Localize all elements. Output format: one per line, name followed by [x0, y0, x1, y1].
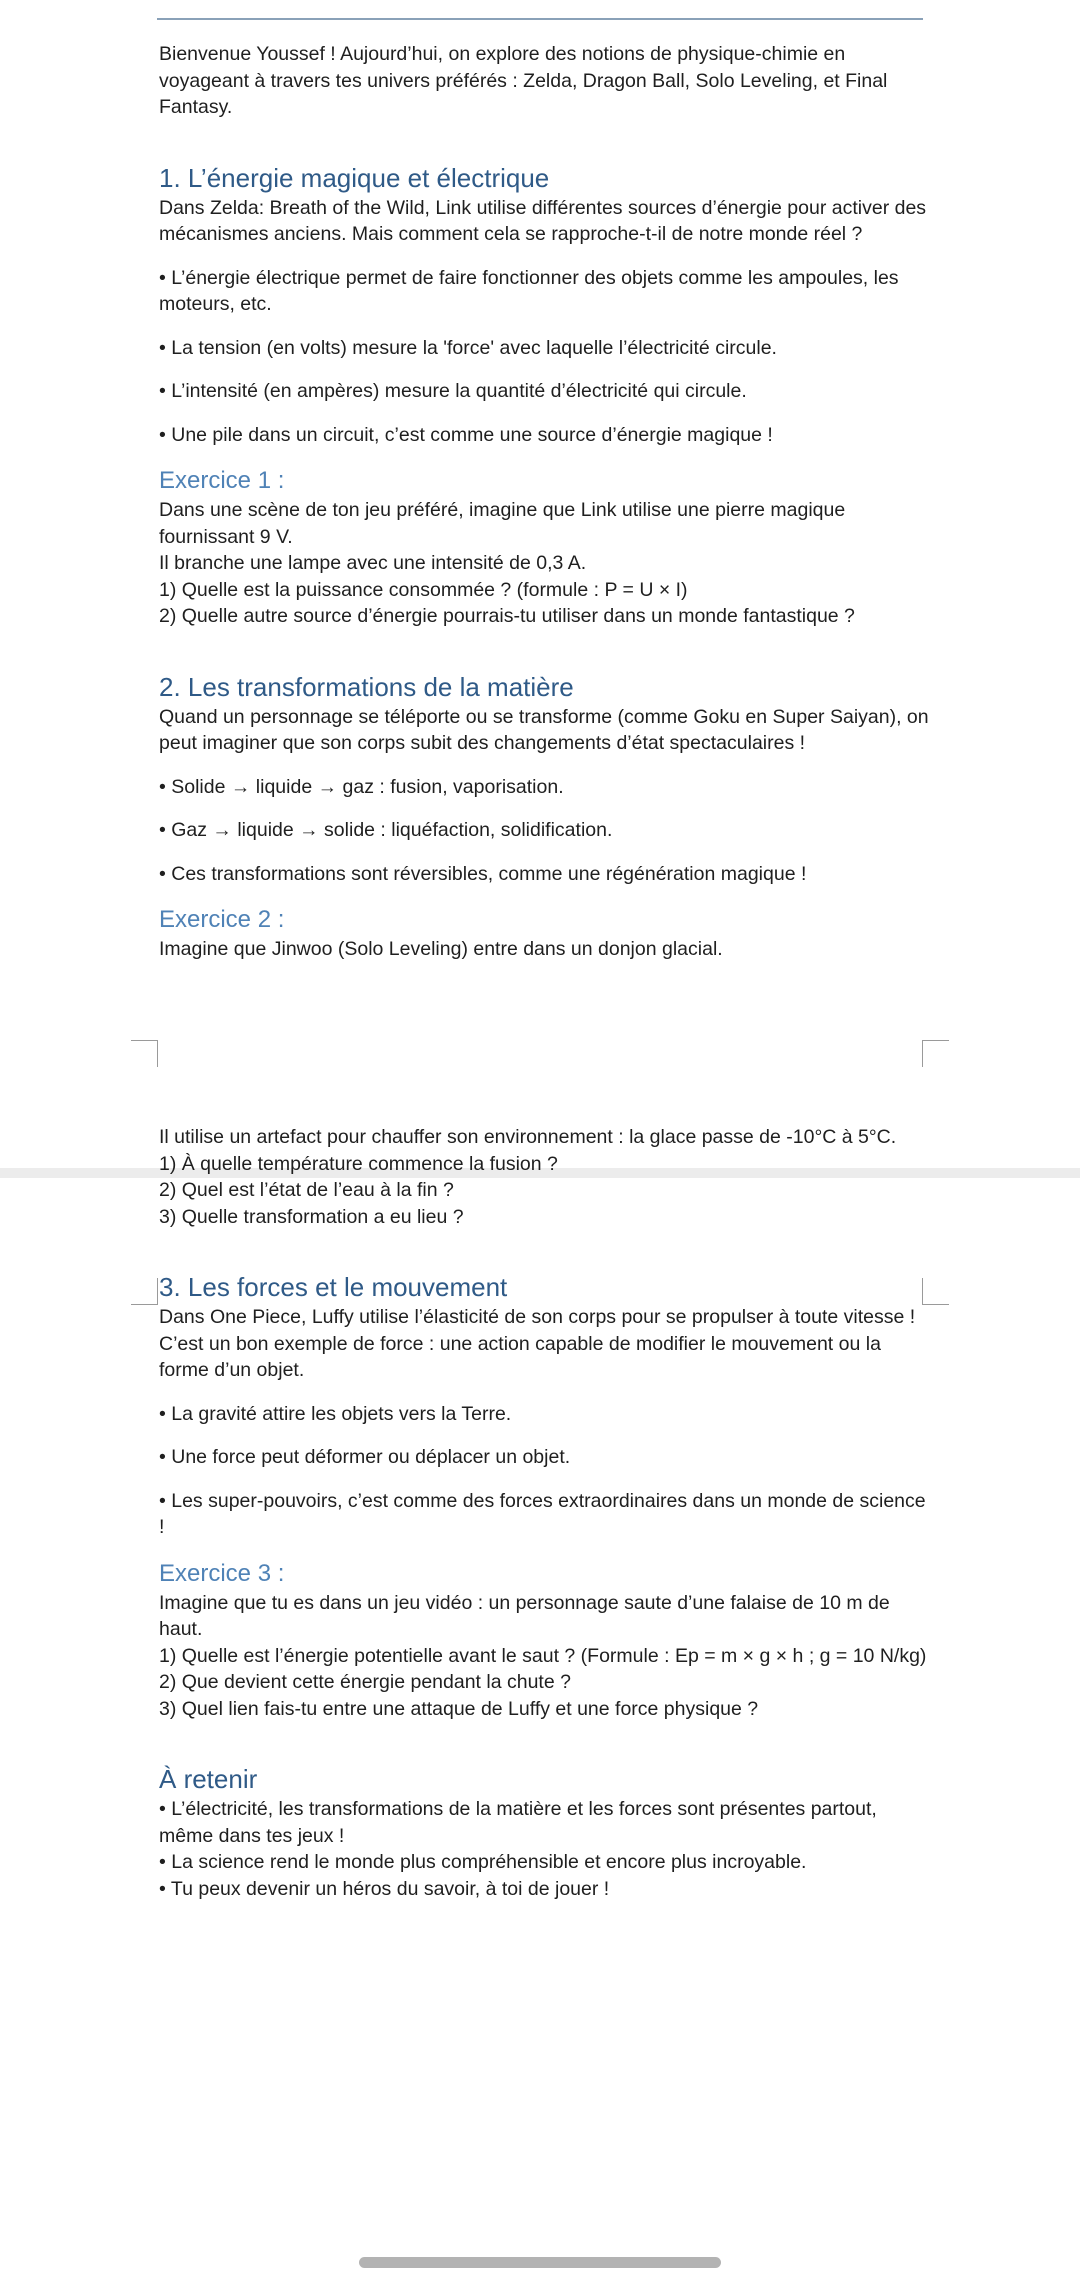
- section-3-body: C’est un bon exemple de force : une action capable de modifier le mouvement ou la forme d’un objet.: [159, 1332, 881, 1381]
- home-indicator[interactable]: [359, 2257, 721, 2268]
- header-rule: [157, 18, 923, 20]
- exercise-line: 1) Quelle est l’énergie potentielle avant le saut ? (Formule : Ep = m × g × h ; g = 10 N/kg): [159, 1644, 927, 1667]
- section-transformations: [159, 670, 929, 963]
- exercise-line: 3) Quelle transformation a eu lieu ?: [159, 1205, 464, 1228]
- bullet-item: • La gravité attire les objets vers la Terre.: [159, 1402, 512, 1425]
- summary-line: • Tu peux devenir un héros du savoir, à toi de jouer !: [159, 1877, 610, 1900]
- exercise-line: Il utilise un artefact pour chauffer son environnement : la glace passe de -10°C à 5°C.: [159, 1126, 897, 1148]
- intro-paragraph: Bienvenue Youssef ! Aujourd’hui, on explore des notions de physique-chimie en voyageant à travers tes univers préférés : Zelda, Dragon Ball, Solo Leveling, et Final Fantasy.: [159, 43, 888, 118]
- section-2-body: Quand un personnage se téléporte ou se transforme (comme Goku en Super Saiyan), on peut imaginer que son corps subit des changements d’état spectaculaires !: [159, 705, 929, 754]
- bullet-item: • Les super-pouvoirs, c’est comme des forces extraordinaires dans un monde de science !: [159, 1489, 926, 1538]
- exercise-line: 1) À quelle température commence la fusion ?: [159, 1152, 558, 1175]
- bullet-item: • Solide → liquide → gaz : fusion, vaporisation.: [159, 775, 564, 798]
- summary-line: • L’électricité, les transformations de la matière et les forces sont présentes partout, même dans tes jeux !: [159, 1798, 877, 1847]
- section-summary: [159, 1762, 929, 1902]
- bullet-item: • L’intensité (en ampères) mesure la quantité d’électricité qui circule.: [159, 380, 747, 402]
- bullet-item: • Une force peut déformer ou déplacer un objet.: [159, 1446, 571, 1468]
- exercise-3-heading: Exercice 3 :: [159, 1559, 285, 1587]
- exercise-line: Il branche une lampe avec une intensité de 0,3 A.: [159, 552, 587, 574]
- section-forces: [159, 1270, 929, 1722]
- exercise-line: 1) Quelle est la puissance consommée ? (formule : P = U × I): [159, 578, 688, 601]
- summary-line: • La science rend le monde plus compréhensible et encore plus incroyable.: [159, 1851, 807, 1873]
- section-energie: [159, 161, 929, 630]
- bullet-item: • L’énergie électrique permet de faire fonctionner des objets comme les ampoules, les moteurs, etc.: [159, 266, 899, 315]
- bullet-item: • Une pile dans un circuit, c’est comme une source d’énergie magique !: [159, 423, 773, 446]
- page-corner-mark: [922, 1040, 949, 1067]
- section-3-body: Dans One Piece, Luffy utilise l’élasticité de son corps pour se propulser à toute vitesse !: [159, 1306, 916, 1328]
- exercise-line: 2) Quelle autre source d’énergie pourrais-tu utiliser dans un monde fantastique ?: [159, 605, 855, 627]
- exercise-2-heading: Exercice 2 :: [159, 906, 285, 933]
- page-2-content: [159, 1124, 929, 1902]
- exercise-line: Imagine que tu es dans un jeu vidéo : un personnage saute d’une falaise de 10 m de haut.: [159, 1591, 890, 1640]
- summary-heading: À retenir: [159, 1764, 258, 1794]
- exercise-line: 2) Quel est l’état de l’eau à la fin ?: [159, 1179, 454, 1201]
- bullet-item: • Gaz → liquide → solide : liquéfaction, solidification.: [159, 819, 613, 841]
- section-3-heading: 3. Les forces et le mouvement: [159, 1272, 508, 1302]
- section-2-heading: 2. Les transformations de la matière: [159, 671, 574, 702]
- section-1-body: Dans Zelda: Breath of the Wild, Link utilise différentes sources d’énergie pour activer des mécanismes anciens. Mais comment cela se rapproche-t-il de notre monde réel ?: [159, 196, 927, 245]
- section-1-heading: 1. L’énergie magique et électrique: [159, 162, 550, 193]
- page-corner-mark: [131, 1278, 158, 1305]
- bullet-item: • Ces transformations sont réversibles, comme une régénération magique !: [159, 862, 807, 885]
- exercise-line: Imagine que Jinwoo (Solo Leveling) entre dans un donjon glacial.: [159, 938, 723, 960]
- page-1-content: [159, 41, 929, 963]
- exercise-1-heading: Exercice 1 :: [159, 467, 285, 494]
- bullet-item: • La tension (en volts) mesure la 'force' avec laquelle l’électricité circule.: [159, 336, 777, 359]
- exercise-line: 3) Quel lien fais-tu entre une attaque de Luffy et une force physique ?: [159, 1697, 759, 1720]
- page-corner-mark: [131, 1040, 158, 1067]
- exercise-line: Dans une scène de ton jeu préféré, imagine que Link utilise une pierre magique fournissant 9 V.: [159, 499, 846, 548]
- exercise-line: 2) Que devient cette énergie pendant la chute ?: [159, 1671, 571, 1693]
